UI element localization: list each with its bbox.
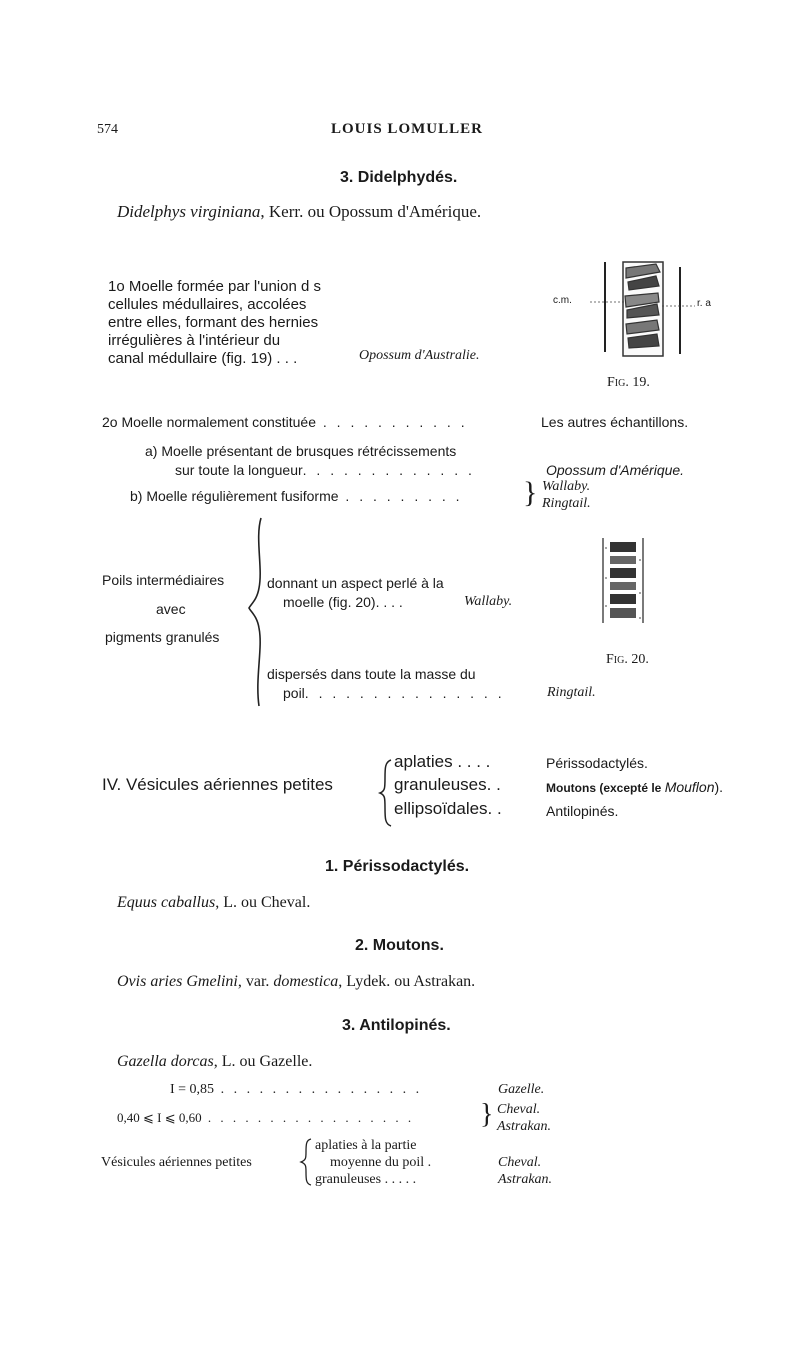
iv-row2-right-end: ). [714,779,724,795]
poils-left2: avec [156,601,186,617]
key2a-line2 [175,461,475,479]
key2b-line [130,487,463,505]
key1-result: Opossum d'Australie. [359,348,480,363]
species-italic: Didelphys virginiana [117,202,261,221]
final-ves-b: granuleuses . . . . . [315,1172,417,1187]
key2-text [102,413,468,431]
final-row2-result2: Astrakan. [497,1119,552,1134]
species-rest: , Lydek. ou Astrakan. [338,973,476,990]
species-equus [117,894,310,912]
species-mid: , var. [237,973,274,990]
key2a-label: sur toute la longueur [175,462,303,478]
poils-r2-label: poil [283,685,305,701]
final-row1-result: Gazelle. [498,1082,545,1097]
poils-r1-result: Wallaby. [464,594,513,609]
final-ves-b-result: Astrakan. [498,1172,553,1187]
species-italic: Equus caballus [117,894,216,911]
iv-row2-right-italic: Mouflon [664,779,715,795]
iv-row2-right-text: Moutons (excepté le [546,781,665,795]
key2a-line1: a) Moelle présentant de brusques rétrécissements [145,443,457,459]
key1-text [108,278,321,368]
key1-line: canal médullaire (fig. 19) . . . [108,350,298,367]
final-ves-a2: moyenne du poil . [330,1155,432,1170]
poils-r2-result: Ringtail. [547,685,596,700]
leader-dots: . . . . . . . . . . . [316,414,468,430]
poils-left1: Poils intermédiaires [102,572,225,588]
final-row1-label: I = 0,85 [170,1082,215,1097]
iv-row2-left: granuleuses. . [394,775,501,794]
figure-20-illustration [593,538,653,628]
species-gazella [117,1053,312,1071]
section-heading-didelphydes: 3. Didelphydés. [340,169,458,186]
final-ves-label: Vésicules aériennes petites [101,1155,252,1170]
key1-line: 1o Moelle formée par l'union d s [108,278,321,295]
running-title: LOUIS LOMULLER [331,121,483,137]
key2b-result2: Ringtail. [542,496,591,511]
final-row2-left [117,1109,414,1127]
final-row2-result1: Cheval. [497,1102,541,1117]
final-row1-left [170,1081,422,1099]
final-ves-a-result: Cheval. [498,1155,542,1170]
key2-label: 2o Moelle normalement constituée [102,414,317,430]
iv-label: IV. Vésicules aériennes petites [102,775,333,794]
poils-left3: pigments granulés [105,629,220,645]
species-rest: , L. ou Cheval. [215,894,311,911]
figure-19-illustration [590,262,710,362]
key1-line: irrégulières à l'intérieur du [108,332,281,349]
fig19-annotation-left: c.m. [553,295,572,306]
species-ovis [117,973,475,991]
key2-result: Les autres échantillons. [541,414,689,430]
leader-dots: . . . . . . . . . [338,488,463,504]
leader-dots: . . . . . . . . . . . . . . . [304,685,505,701]
key1-line: entre elles, formant des hernies [108,314,319,331]
species-italic: Gazella dorcas [117,1053,214,1070]
species-rest: , Kerr. ou Opossum d'Amérique. [260,202,482,221]
poils-r2-line2 [283,684,505,702]
key2a-result: Opossum d'Amérique. [546,462,685,478]
leader-dots: . . . . . . . . . . . . . [302,462,475,478]
species-italic2: domestica [273,973,339,990]
fig20-label: Fig. 20. [606,652,649,667]
key2b-label: b) Moelle régulièrement fusiforme [130,488,339,504]
iv-brace [379,758,393,828]
leader-dots: . . . . . . . . . . . . . . . . . [201,1110,415,1125]
key1-line: cellules médullaires, accolées [108,296,307,313]
iv-row2-right [546,778,723,797]
section-heading-moutons: 2. Moutons. [355,937,444,954]
final-ves-brace [300,1137,314,1187]
final-ves-a1: aplaties à la partie [315,1138,417,1153]
key2b-result1: Wallaby. [542,479,591,494]
leader-dots: . . . . . . . . . . . . . . . . [214,1082,423,1097]
final-row2-label: 0,40 ⩽ I ⩽ 0,60 [117,1110,202,1125]
fig19-annotation-right: r. a [697,298,711,309]
species-italic: Ovis aries Gmelini [117,973,238,990]
species-rest: , L. ou Gazelle. [213,1053,313,1070]
section-heading-antilopines: 3. Antilopinés. [342,1017,451,1034]
page-number: 574 [97,122,118,137]
key2b-brace: } [523,476,538,509]
iv-row3-right: Antilopinés. [546,803,619,819]
poils-r2-line1: dispersés dans toute la masse du [267,666,476,682]
species-didelphys [117,203,481,221]
fig19-label: Fig. 19. [607,375,650,390]
poils-r1-line2: moelle (fig. 20). . . . [283,594,403,610]
iv-row1-left: aplaties . . . . [394,752,491,771]
iv-row1-right: Périssodactylés. [546,755,648,771]
final-row2-brace: } [480,1099,494,1130]
section-heading-perissodactyles: 1. Périssodactylés. [325,858,470,875]
iv-row3-left: ellipsoïdales. . [394,799,502,818]
poils-r1-line1: donnant un aspect perlé à la [267,575,444,591]
